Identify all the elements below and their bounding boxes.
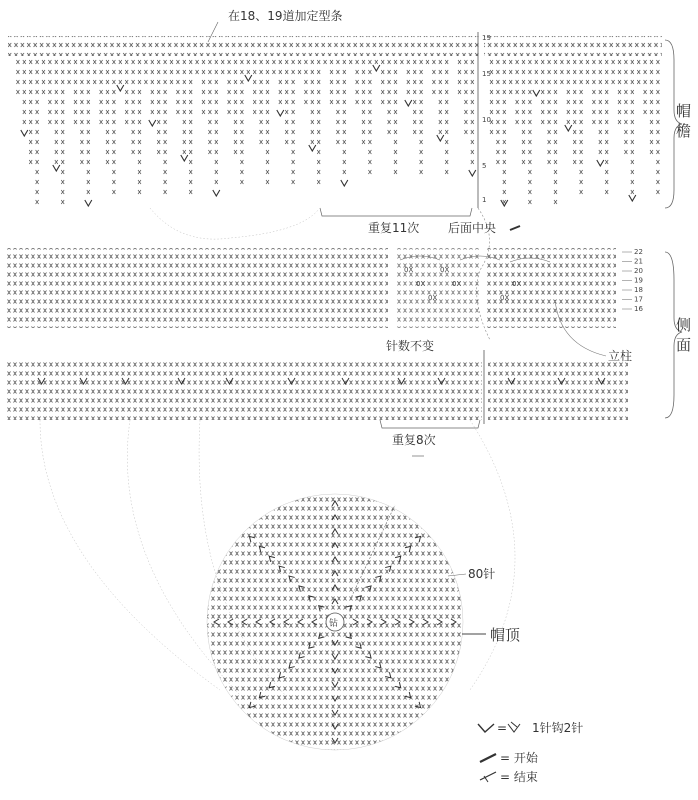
increase-v-mark (117, 85, 124, 91)
side-chart-upper (6, 248, 643, 328)
increase-v-mark (149, 120, 156, 126)
increase-v-mark (245, 75, 252, 81)
svg-text:帽: 帽 (676, 102, 692, 120)
legend-eq: = (497, 721, 508, 735)
repeat-brim-bracket (320, 208, 472, 216)
increase-v-mark (21, 130, 28, 136)
svg-text:檐: 檐 (676, 122, 692, 140)
back-center-label: 后面中央 (448, 221, 497, 235)
top-note: 在18、19道加定型条 (228, 9, 343, 23)
side-row-number: 21 (634, 257, 643, 266)
brim-chart (8, 22, 682, 216)
start-icon (480, 754, 496, 762)
legend-start: = 开始 (500, 751, 538, 765)
increase-v-mark (437, 135, 444, 141)
side-row-number: 22 (634, 248, 643, 256)
increase-v-mark (53, 165, 60, 171)
increase-v-mark (565, 125, 572, 131)
brim-stitch-columns (16, 60, 659, 206)
side-mid-mark: 0X (404, 266, 414, 274)
increase-v-mark (213, 190, 220, 196)
brim-row-number: 10 (482, 116, 491, 124)
side-row-number: 19 (634, 276, 643, 285)
increase-v-mark (341, 180, 348, 186)
increase-v-mark (469, 170, 476, 176)
increase-v-mark (277, 110, 284, 116)
brim-label (676, 102, 691, 140)
pillar-label: 立柱 (608, 349, 633, 363)
crown-center-label: 钻 (329, 619, 339, 629)
increase-v-mark (629, 195, 636, 201)
side-mid-mark: 0X (440, 266, 450, 274)
side-mid-mark: 0X (500, 294, 510, 302)
brim-row-number: 19 (482, 34, 491, 42)
repeat-brim-label: 重复11次 (368, 221, 420, 235)
start-arrow-marker (510, 226, 520, 230)
brim-row-number: 15 (482, 70, 491, 78)
increase-v-mark (533, 90, 540, 96)
side-mid-mark: 0X (452, 280, 462, 288)
side-row-number: 17 (634, 295, 643, 304)
side-row-number: 18 (634, 286, 643, 294)
increase-v-mark (373, 65, 380, 71)
repeat-side-label: 重复8次 (392, 433, 436, 447)
side-brace (665, 252, 682, 418)
increase-v-mark (597, 160, 604, 166)
side-row-numbers (622, 248, 643, 313)
side-mid-mark: 0X (428, 294, 438, 302)
increase-v-mark (85, 200, 92, 206)
legend (478, 720, 583, 784)
svg-text:侧: 侧 (676, 316, 692, 334)
crown-chart (207, 494, 463, 750)
side-label (676, 316, 691, 354)
side-row-number: 20 (634, 267, 643, 275)
side-row-number: 16 (634, 305, 643, 313)
brim-row-number: 5 (482, 162, 487, 170)
side-mid-mark: 0X (512, 280, 522, 288)
brim-row-number: 1 (482, 196, 487, 204)
legend-end: = 结束 (500, 770, 538, 784)
side-mid-mark: 0X (416, 280, 426, 288)
increase-v-mark (309, 145, 316, 151)
repeat-side-bracket (380, 420, 480, 428)
crown-count-label: 80针 (468, 567, 496, 581)
increase-v-mark (181, 155, 188, 161)
stitch-unchanged-label: 针数不变 (386, 339, 435, 353)
end-icon (480, 772, 496, 782)
svg-text:面: 面 (676, 336, 692, 354)
crown-label: 帽顶 (490, 626, 521, 644)
increase-v-mark (501, 200, 508, 206)
increase-v-mark (405, 100, 412, 106)
legend-increase-text: 1针钩2针 (532, 721, 584, 735)
brim-row-numbers (482, 34, 491, 204)
